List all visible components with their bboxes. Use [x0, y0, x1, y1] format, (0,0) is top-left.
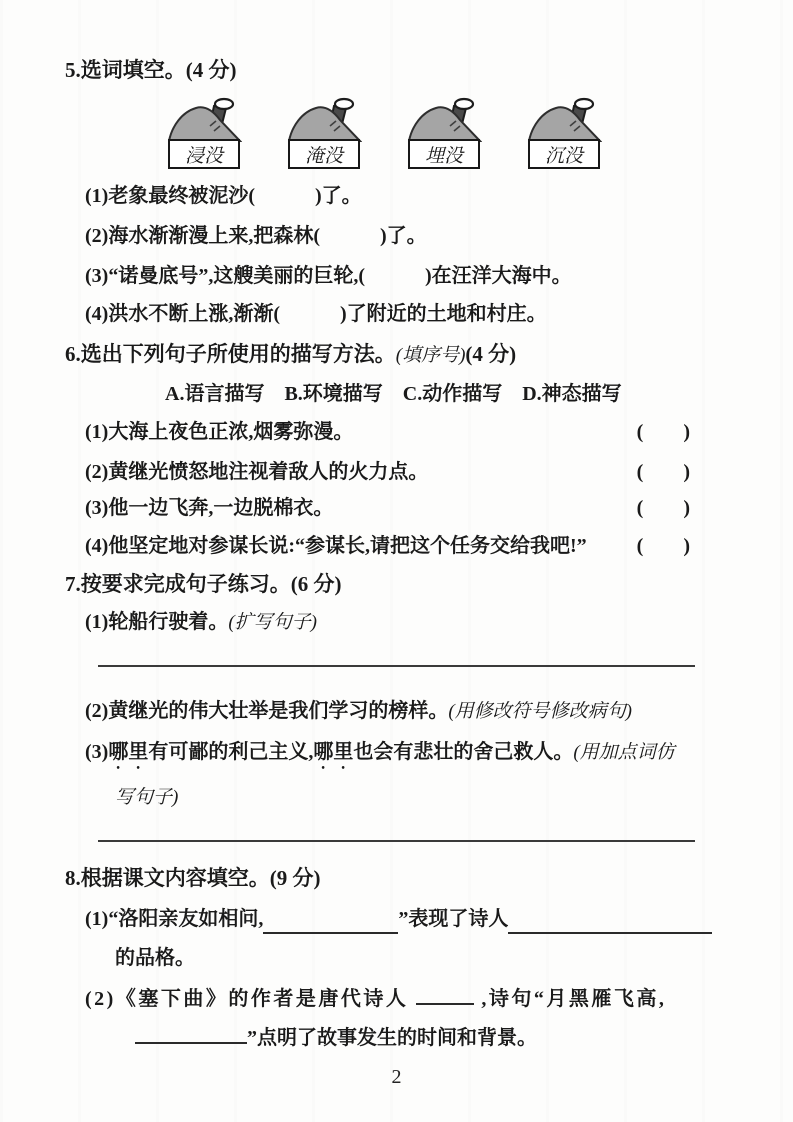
word-bank-word: 沉没 — [528, 139, 600, 169]
answer-parens: ( ) — [636, 461, 690, 483]
fill-in-blank — [263, 913, 398, 934]
q7-item-3-segment: 也会有悲壮的舍己救人。 — [353, 741, 574, 763]
q7-item-3-note-part-2: 写句子) — [115, 787, 179, 808]
word-bank-word: 浸没 — [168, 139, 240, 169]
q8-item-1-prefix: (1)“洛阳亲友如相问, — [85, 908, 264, 930]
q6-note: (填序号) — [395, 345, 466, 366]
sand-pile-shovel-icon — [168, 96, 242, 142]
word-card — [168, 96, 242, 170]
q7-item-1-text: (1)轮船行驶着。 — [85, 611, 229, 633]
q6-item-text: (1)大海上夜色正浓,烟雾弥漫。 — [85, 421, 354, 443]
q6-item-4 — [85, 532, 690, 560]
q8-item-2-prefix: (2)《塞下曲》的作者是唐代诗人 — [85, 988, 409, 1010]
q5-item-4: (4)洪水不断上涨,渐渐( )了附近的土地和村庄。 — [85, 303, 547, 325]
q7-item-1-note: (扩写句子) — [228, 612, 317, 633]
q6-item-text: (2)黄继光愤怒地注视着敌人的火力点。 — [85, 461, 429, 483]
q7-item-3-note-part-1: (用加点词仿 — [573, 742, 675, 763]
sand-pile-shovel-icon — [288, 96, 362, 142]
answer-line — [98, 665, 695, 667]
answer-parens: ( ) — [636, 535, 690, 557]
word-card — [288, 96, 362, 170]
q6-item-text: (4)他坚定地对参谋长说:“参谋长,请把这个任务交给我吧!” — [85, 535, 587, 557]
answer-parens: ( ) — [636, 497, 690, 519]
page-number: 2 — [391, 1066, 402, 1088]
word-bank-word: 埋没 — [408, 139, 480, 169]
word-bank — [168, 96, 743, 170]
answer-line — [98, 840, 695, 842]
q5-item-1: (1)老象最终被泥沙( )了。 — [85, 185, 362, 207]
q8-item-2-line-1 — [85, 984, 743, 1013]
q5-item-3: (3)“诺曼底号”,这艘美丽的巨轮,( )在汪洋大海中。 — [85, 265, 572, 287]
q8-item-1-line-2: 的品格。 — [115, 947, 195, 969]
q6-item-2 — [85, 458, 690, 486]
q6-item-3 — [85, 494, 690, 522]
q6-points: (4 分) — [465, 342, 517, 366]
q7-item-3-line-1 — [85, 738, 743, 774]
q7-item-3-prefix: (3) — [85, 741, 109, 763]
q7-item-2-text: (2)黄继光的伟大壮举是我们学习的榜样。 — [85, 700, 449, 722]
emphasized-word: 哪里 — [313, 741, 354, 763]
fill-in-blank — [135, 1023, 247, 1044]
q6-item-text: (3)他一边飞奔,一边脱棉衣。 — [85, 497, 334, 519]
word-bank-word: 淹没 — [288, 139, 360, 169]
q7-item-2-note: (用修改符号修改病句) — [448, 701, 632, 722]
q6-title: 6.选出下列句子所使用的描写方法。 — [65, 342, 396, 366]
emphasized-word: 哪里 — [108, 741, 149, 763]
question-5-heading: 5.选词填空。(4 分) — [65, 58, 237, 82]
q7-item-3-segment: 有可鄙的利己主义, — [148, 741, 314, 763]
fill-in-blank — [416, 984, 474, 1005]
q6-item-1 — [85, 418, 690, 446]
q8-item-1-mid: ”表现了诗人 — [398, 908, 509, 930]
q7-item-1 — [85, 608, 743, 637]
answer-parens: ( ) — [636, 421, 690, 443]
q7-item-2 — [85, 697, 743, 726]
fill-in-blank — [508, 913, 712, 934]
q8-item-2-tail: ”点明了故事发生的时间和背景。 — [247, 1027, 537, 1049]
sand-pile-shovel-icon — [408, 96, 482, 142]
question-7-heading: 7.按要求完成句子练习。(6 分) — [65, 572, 342, 596]
q5-item-2: (2)海水渐渐漫上来,把森林( )了。 — [85, 225, 427, 247]
question-8-heading: 8.根据课文内容填空。(9 分) — [65, 866, 321, 890]
word-card — [408, 96, 482, 170]
q8-item-1-line-1 — [85, 904, 712, 934]
q6-option-list: A.语言描写 B.环境描写 C.动作描写 D.神态描写 — [165, 383, 622, 405]
question-6-heading — [65, 340, 743, 370]
sand-pile-shovel-icon — [528, 96, 602, 142]
q8-item-2-line-2 — [135, 1023, 743, 1052]
word-card — [528, 96, 602, 170]
q8-item-2-mid: ,诗句“月黑雁飞高, — [481, 988, 667, 1010]
